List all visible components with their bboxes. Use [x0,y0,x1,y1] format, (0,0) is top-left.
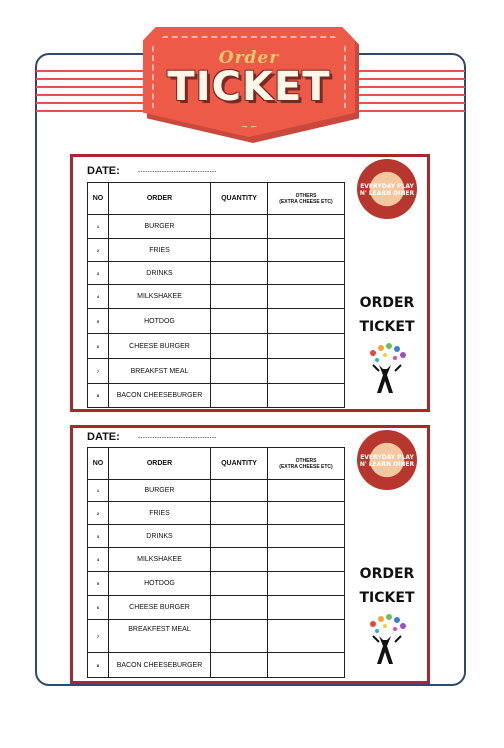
row-number: 3 [88,525,109,548]
col-header-others: OTHERS (EXTRA CHEESE ETC) [268,183,345,215]
others-cell[interactable] [268,502,345,525]
row-item: BURGER [109,480,211,502]
date-label: DATE: [87,165,120,177]
others-cell[interactable] [268,215,345,239]
table-row [88,285,345,309]
quantity-cell[interactable] [211,334,268,359]
row-item: FRIES [109,502,211,525]
table-row [88,334,345,359]
row-item: CHEESE BURGER [109,596,211,620]
col-header-quantity: QUANTITY [211,448,268,480]
quantity-cell[interactable] [211,309,268,334]
quantity-cell[interactable] [211,239,268,262]
quantity-cell[interactable] [211,480,268,502]
row-number: 4 [88,285,109,309]
row-item: FRIES [109,239,211,262]
row-number: 2 [88,239,109,262]
others-cell[interactable] [268,285,345,309]
row-number: 5 [88,309,109,334]
row-item: BURGER [109,215,211,239]
quantity-cell[interactable] [211,262,268,285]
quantity-cell[interactable] [211,620,268,653]
col-header-order: ORDER [109,448,211,480]
row-item: BACON CHEESEBURGER [109,653,211,678]
others-cell[interactable] [268,262,345,285]
table-row [88,239,345,262]
side-title-order: ORDER [359,566,415,582]
col-header-no: NO [88,448,109,480]
row-number: 8 [88,653,109,678]
quantity-cell[interactable] [211,215,268,239]
date-label: DATE: [87,431,120,443]
quantity-cell[interactable] [211,359,268,384]
quantity-cell[interactable] [211,572,268,596]
others-cell[interactable] [268,596,345,620]
table-row [88,480,345,502]
diner-logo-text: EVERYDAY PLAY N' LEARN DINER [359,454,415,468]
quantity-cell[interactable] [211,285,268,309]
table-row [88,596,345,620]
row-item: BACON CHEESEBURGER [109,384,211,408]
col-header-order: ORDER [109,183,211,215]
row-number: 1 [88,480,109,502]
row-number: 7 [88,359,109,384]
row-number: 8 [88,384,109,408]
quantity-cell[interactable] [211,548,268,572]
row-number: 7 [88,620,109,653]
diner-logo-text: EVERYDAY PLAY N' LEARN DINER [359,183,415,197]
others-cell[interactable] [268,239,345,262]
others-cell[interactable] [268,384,345,408]
date-field[interactable]: .............................................. [137,431,217,440]
order-ticket-card-2 [70,425,430,684]
table-row [88,653,345,678]
table-row [88,384,345,408]
table-row [88,309,345,334]
row-number: 1 [88,215,109,239]
row-number: 3 [88,262,109,285]
col-header-no: NO [88,183,109,215]
row-number: 2 [88,502,109,525]
quantity-cell[interactable] [211,502,268,525]
row-item: DRINKS [109,262,211,285]
row-item: MILKSHAKEE [109,285,211,309]
date-field[interactable]: .............................................. [137,165,217,174]
row-number: 5 [88,572,109,596]
table-row [88,525,345,548]
quantity-cell[interactable] [211,384,268,408]
table-row [88,359,345,384]
row-item: DRINKS [109,525,211,548]
row-item: MILKSHAKEE [109,548,211,572]
table-row [88,262,345,285]
others-cell[interactable] [268,653,345,678]
order-table [87,447,345,678]
row-item: CHEESE BURGER [109,334,211,359]
kids-splash-icon [365,614,409,666]
table-row [88,215,345,239]
others-cell[interactable] [268,620,345,653]
others-cell[interactable] [268,572,345,596]
order-table [87,182,345,408]
table-header-row [88,183,345,215]
row-item: BREAKFEST MEAL [109,620,211,653]
others-cell[interactable] [268,334,345,359]
col-header-quantity: QUANTITY [211,183,268,215]
banner-ticket-word: TICKET [167,64,331,110]
banner-order-word: Order [218,48,280,68]
quantity-cell[interactable] [211,596,268,620]
quantity-cell[interactable] [211,525,268,548]
table-row [88,502,345,525]
table-row [88,620,345,653]
others-cell[interactable] [268,359,345,384]
side-title-ticket: TICKET [359,319,415,335]
others-cell[interactable] [268,309,345,334]
table-row [88,548,345,572]
table-row [88,572,345,596]
side-title-order: ORDER [359,295,415,311]
row-item: BREAKFST MEAL [109,359,211,384]
row-number: 6 [88,334,109,359]
others-cell[interactable] [268,525,345,548]
others-cell[interactable] [268,548,345,572]
order-ticket-card-1 [70,154,430,412]
row-number: 6 [88,596,109,620]
quantity-cell[interactable] [211,653,268,678]
col-header-others: OTHERS (EXTRA CHEESE ETC) [268,448,345,480]
side-title-ticket: TICKET [359,590,415,606]
table-header-row [88,448,345,480]
row-item: HOTDOG [109,572,211,596]
kids-splash-icon [365,343,409,395]
row-number: 4 [88,548,109,572]
others-cell[interactable] [268,480,345,502]
row-item: HOTDOG [109,309,211,334]
